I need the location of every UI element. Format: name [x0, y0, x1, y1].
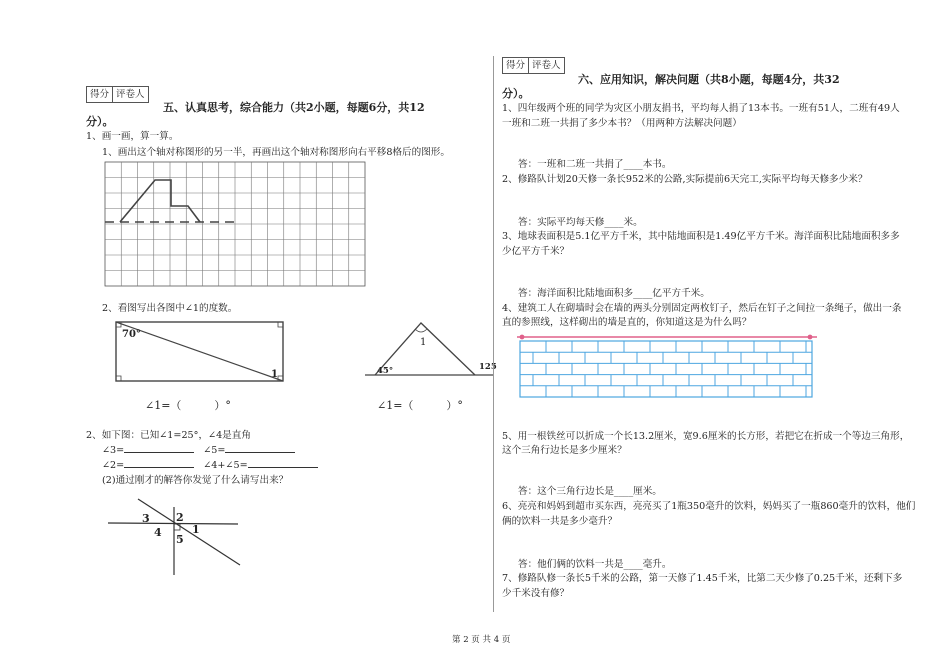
answer-angle1-tri: ∠1=（ ）° — [377, 399, 463, 412]
problem1-line2: 一班和二班一共捐了多少本书？（用两种方法解决问题） — [502, 118, 742, 129]
page-footer: 第 2 页 共 4 页 — [452, 635, 511, 645]
problem2-answer: 答：实际平均每天修____米。 — [518, 217, 643, 228]
angle2-label: ∠2= — [102, 460, 125, 471]
figure-half — [120, 180, 200, 222]
angle-1-mark: 1 — [192, 523, 200, 536]
problem6-line1: 6、亮亮和妈妈到超市买东西，亮亮买了1瓶350毫升的饮料，妈妈买了一瓶860毫升的饮料，他们 — [502, 501, 916, 512]
section-6-title: 六、应用知识，解决问题（共8小题，每题4分，共32 — [578, 73, 840, 86]
problem5-line2: 这个三角行边长是多少厘米？ — [502, 445, 627, 456]
grader-label: 评卷人 — [528, 58, 564, 73]
angle-3-mark: 3 — [142, 512, 150, 525]
angle3-label: ∠3= — [102, 445, 125, 456]
problem6-answer: 答：他们俩的饮料一共是____毫升。 — [518, 559, 672, 570]
problem1-line1: 1、四年级两个班的同学为灾区小朋友捐书，平均每人捐了13本书。一班有51人，二班有49人 — [502, 103, 900, 114]
column-divider — [493, 56, 494, 612]
q2-text: 2、如下图：已知∠1=25°，∠4是直角 — [86, 430, 251, 441]
tri-125-label: 125 — [479, 362, 497, 372]
problem1-answer: 答：一班和二班一共捐了____本书。 — [518, 159, 672, 170]
angle-5-mark: 5 — [176, 533, 184, 546]
tri-45-label: 45° — [377, 366, 394, 376]
section-6-title-cont: 分）。 — [502, 87, 530, 100]
angle-4-mark: 4 — [154, 526, 162, 539]
tri-angle-1-label: 1 — [420, 337, 427, 348]
problem5-line1: 5、用一根铁丝可以折成一个长13.2厘米，宽9.6厘米的长方形，若把它在折成一个等边三角形， — [502, 431, 910, 442]
q2-line2 — [102, 459, 318, 472]
problem2: 2、修路队计划20天修一条长952米的公路,实际提前6天完工,实际平均每天修多少米？ — [502, 174, 868, 185]
q1-2-text: 2、看图写出各图中∠1的度数。 — [102, 303, 238, 314]
drawing-grid — [105, 162, 365, 286]
angle-2-mark: 2 — [176, 511, 184, 524]
section-5-title: 五、认真思考，综合能力（共2小题，每题6分，共12 — [163, 101, 425, 114]
score-box-right — [502, 57, 565, 74]
problem6-line2: 俩的饮料一共是多少毫升？ — [502, 516, 618, 527]
rectangle-figure — [115, 321, 285, 383]
problem4-line1: 4、建筑工人在砌墙时会在墙的两头分别固定两枚钉子，然后在钉子之间拉一条绳子，做出一条 — [502, 303, 902, 314]
grader-label: 评卷人 — [112, 87, 148, 102]
q2-sub: (2)通过刚才的解答你发觉了什么请写出来？ — [102, 475, 289, 486]
score-label: 得分 — [506, 60, 526, 71]
problem3-line1: 3、地球表面积是5.1亿平方千米，其中陆地面积是1.49亿平方千米。海洋面积比陆地面积多多 — [502, 231, 900, 242]
q2-line1 — [102, 444, 295, 457]
intersecting-lines-figure — [108, 493, 248, 577]
q1-text: 1、画一画，算一算。 — [86, 131, 179, 142]
problem4-line2: 直的参照线，这样砌出的墙是直的，你知道这是为什么吗？ — [502, 317, 752, 328]
problem7-line1: 7、修路队修一条长5千米的公路，第一天修了1.45千米，比第二天少修了0.25千米，还剩下多 — [502, 573, 903, 584]
problem3-answer: 答：海洋面积比陆地面积多____亿平方千米。 — [518, 288, 710, 299]
problem3-line2: 少亿平方千米？ — [502, 246, 570, 257]
angle4-5-label: ∠4+∠5= — [203, 460, 248, 471]
section-5-title-cont: 分）。 — [86, 115, 114, 128]
brick-wall-figure — [517, 331, 817, 399]
score-box-left — [86, 86, 149, 103]
triangle-figure — [365, 319, 495, 379]
problem7-line2: 少千米没有修？ — [502, 588, 570, 599]
score-label: 得分 — [90, 89, 110, 100]
rect-angle-1-label: 1 — [271, 369, 278, 380]
angle5-label: ∠5= — [203, 445, 226, 456]
rect-angle-label: 70° — [122, 329, 141, 340]
nail-right — [808, 335, 813, 340]
q1-1-text: 1、画出这个轴对称图形的另一半，再画出这个轴对称图形向右平移8格后的图形。 — [102, 147, 450, 158]
nail-left — [520, 335, 525, 340]
problem5-answer: 答：这个三角行边长是____厘米。 — [518, 486, 662, 497]
answer-angle1-rect: ∠1=（ ）° — [145, 399, 231, 412]
